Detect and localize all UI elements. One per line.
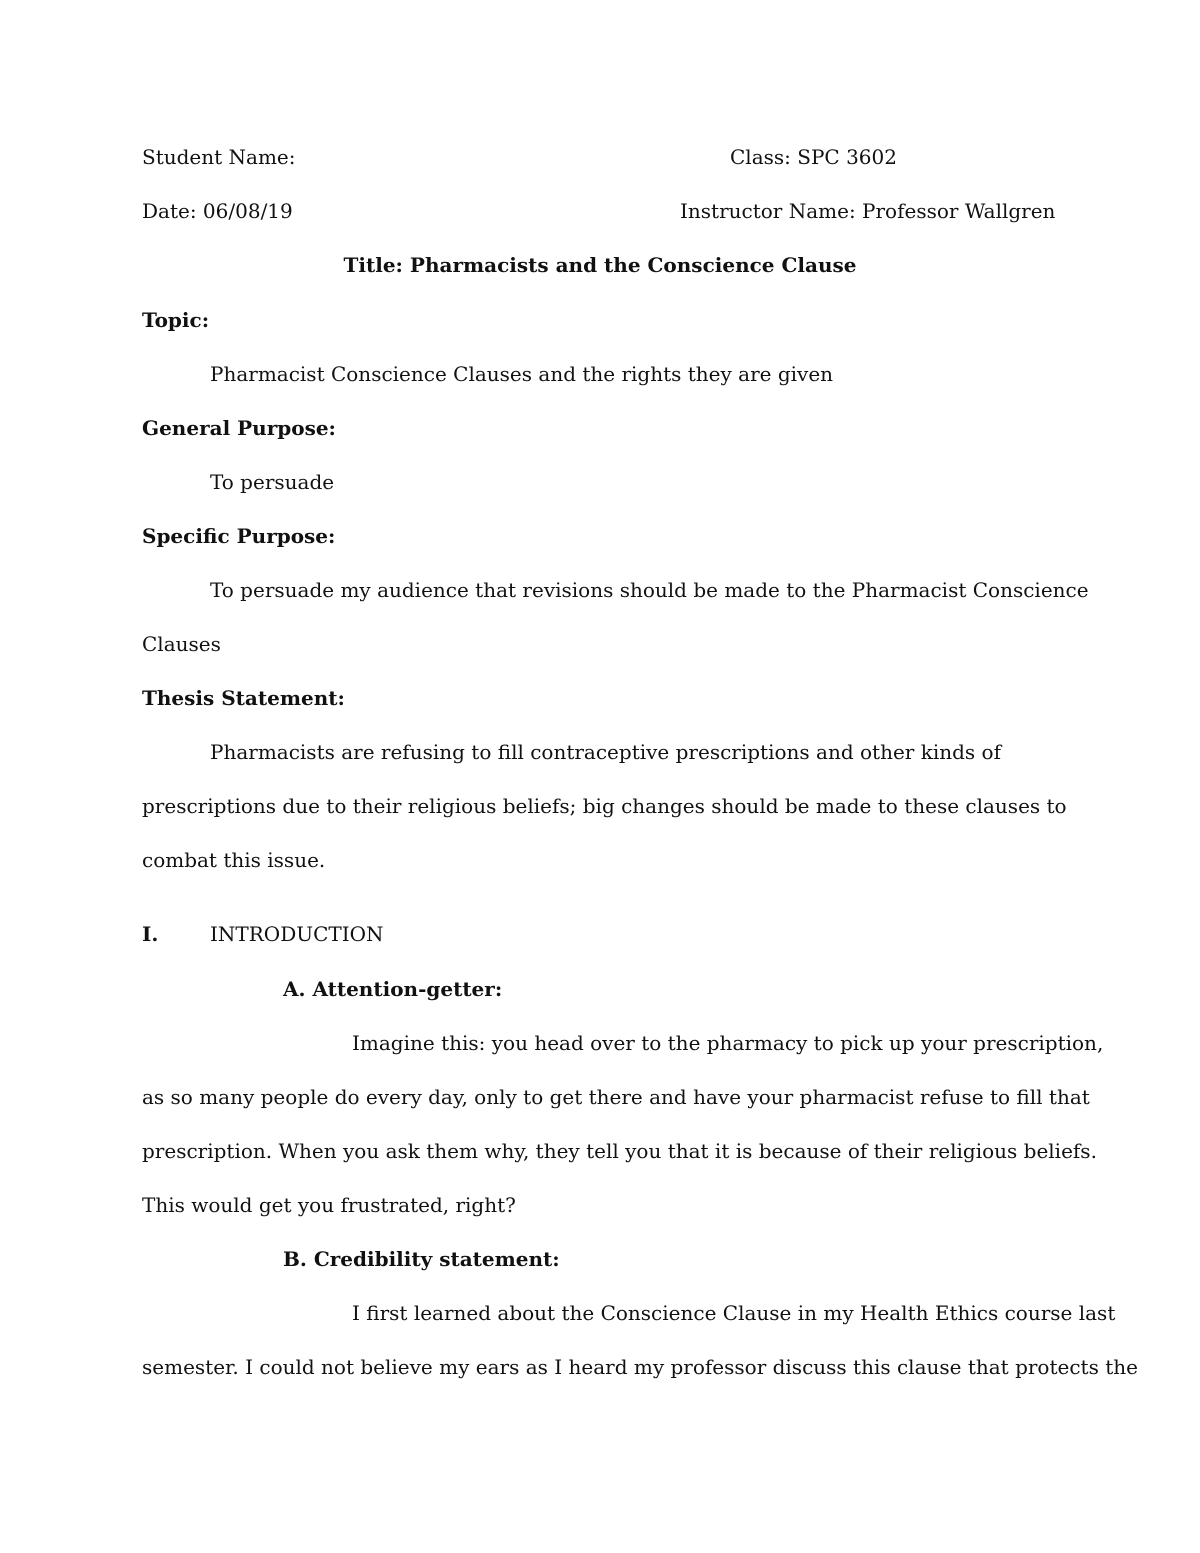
class-label: Class: SPC 3602 bbox=[730, 145, 897, 169]
specific-purpose-line: Clauses bbox=[142, 632, 221, 656]
credibility-heading: B. Credibility statement: bbox=[283, 1247, 560, 1271]
student-name-label: Student Name: bbox=[142, 145, 296, 169]
general-purpose-heading: General Purpose: bbox=[142, 416, 336, 440]
general-purpose-body: To persuade bbox=[210, 470, 335, 494]
attention-getter-heading: A. Attention-getter: bbox=[283, 977, 503, 1001]
attention-getter-line: prescription. When you ask them why, they tell you that it is because of their religious beliefs. bbox=[142, 1139, 1097, 1163]
attention-getter-line: Imagine this: you head over to the pharmacy to pick up your prescription, bbox=[352, 1031, 1104, 1055]
introduction-heading: INTRODUCTION bbox=[210, 922, 384, 946]
topic-body: Pharmacist Conscience Clauses and the rights they are given bbox=[210, 362, 834, 386]
date-label: Date: 06/08/19 bbox=[142, 199, 293, 223]
instructor-label: Instructor Name: Professor Wallgren bbox=[680, 199, 1056, 223]
outline-numeral: I. bbox=[142, 922, 159, 946]
attention-getter-line: as so many people do every day, only to get there and have your pharmacist refuse to fill that bbox=[142, 1085, 1090, 1109]
credibility-line: I first learned about the Conscience Clause in my Health Ethics course last bbox=[352, 1301, 1116, 1325]
thesis-heading: Thesis Statement: bbox=[142, 686, 345, 710]
topic-heading: Topic: bbox=[142, 308, 210, 332]
specific-purpose-heading: Specific Purpose: bbox=[142, 524, 336, 548]
specific-purpose-line: To persuade my audience that revisions should be made to the Pharmacist Conscience bbox=[210, 578, 1089, 602]
thesis-line: prescriptions due to their religious beliefs; big changes should be made to these clauses to bbox=[142, 794, 1067, 818]
thesis-line: combat this issue. bbox=[142, 848, 326, 872]
attention-getter-line: This would get you frustrated, right? bbox=[142, 1193, 516, 1217]
document-title: Title: Pharmacists and the Conscience Clause bbox=[343, 253, 857, 277]
thesis-line: Pharmacists are refusing to fill contraceptive prescriptions and other kinds of bbox=[210, 740, 1001, 764]
credibility-line: semester. I could not believe my ears as I heard my professor discuss this clause that protects the bbox=[142, 1355, 1138, 1379]
